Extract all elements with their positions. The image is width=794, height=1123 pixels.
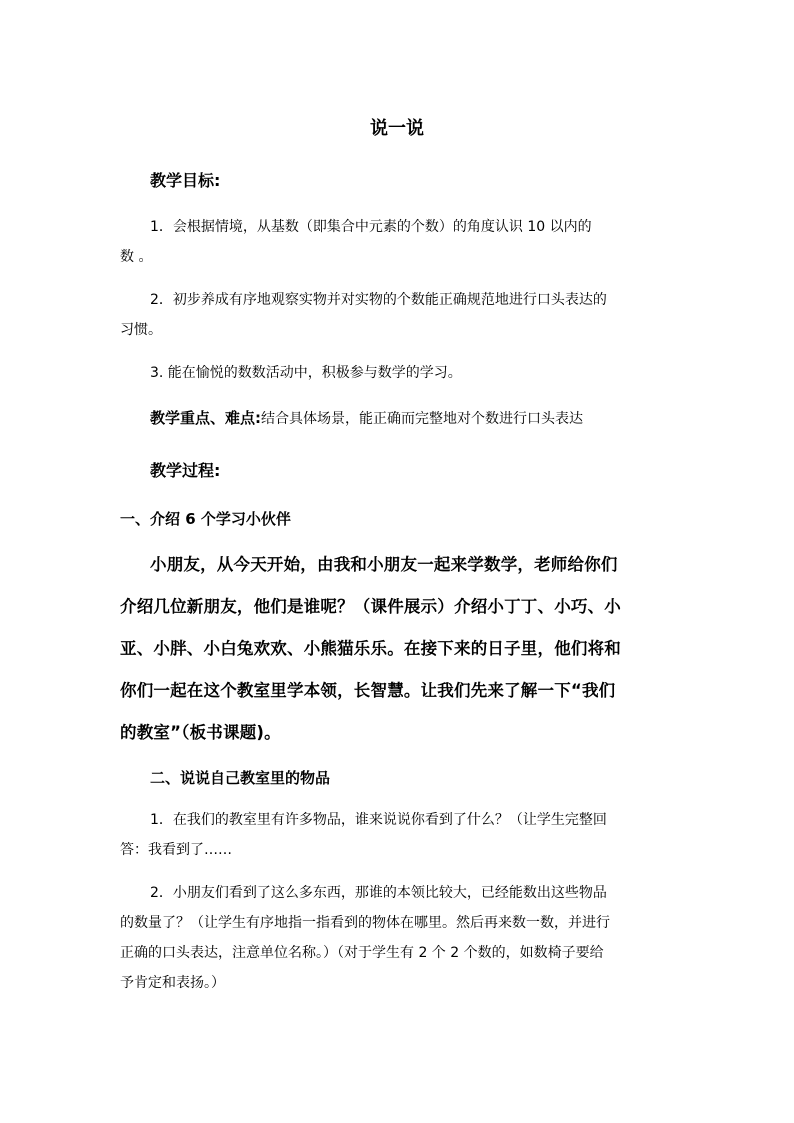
section-1-paragraph-line: 小朋友，从今天开始，由我和小朋友一起来学数学，老师给你们: [150, 555, 618, 574]
section-1-paragraph-line: 的教室”（板书课题)。: [120, 723, 281, 742]
item-1-line-1: 1．在我们的教室里有许多物品，谁来说说你看到了什么？（让学生完整回: [150, 812, 607, 828]
keypoints-label: 教学重点、难点:: [150, 409, 261, 427]
item-2-line: 予肯定和表扬。）: [120, 975, 225, 991]
objective-2-line-2: 习惯。: [120, 322, 162, 338]
objectives-heading: 教学目标:: [150, 171, 221, 190]
item-1-line-2: 答：我看到了……: [120, 842, 232, 858]
process-heading: 教学过程:: [150, 461, 221, 480]
item-2-line: 的数量了？（让学生有序地指一指看到的物体在哪里。然后再来数一数，并进行: [120, 915, 610, 931]
objective-2-line-1: 2．初步养成有序地观察实物并对实物的个数能正确规范地进行口头表达的: [150, 292, 607, 308]
section-1-paragraph-line: 你们一起在这个教室里学本领，长智慧。让我们先来了解一下“我们: [120, 681, 616, 700]
item-2-line: 正确的口头表达，注意单位名称。）（对于学生有 2 个 2 个数的，如数椅子要给: [120, 945, 604, 961]
keypoints-paragraph: [150, 408, 680, 429]
document-title: 说一说: [370, 118, 424, 139]
objective-3: 3. 能在愉悦的数数活动中，积极参与数学的学习。: [150, 365, 462, 381]
item-2-line: 2．小朋友们看到了这么多东西，那谁的本领比较大，已经能数出这些物品: [150, 885, 607, 901]
section-2-heading: 二、说说自己教室里的物品: [150, 769, 331, 787]
section-1-paragraph-line: 介绍几位新朋友，他们是谁呢？（课件展示）介绍小丁丁、小巧、小: [120, 597, 621, 616]
section-1-heading: 一、介绍 6 个学习小伙伴: [120, 510, 291, 528]
keypoints-text: 结合具体场景，能正确而完整地对个数进行口头表达: [261, 411, 583, 427]
objective-1-line-2: 数 。: [120, 249, 153, 265]
section-1-paragraph-line: 亚、小胖、小白兔欢欢、小熊猫乐乐。在接下来的日子里，他们将和: [120, 639, 621, 658]
objective-1-line-1: 1．会根据情境，从基数（即集合中元素的个数）的角度认识 10 以内的: [150, 219, 592, 235]
